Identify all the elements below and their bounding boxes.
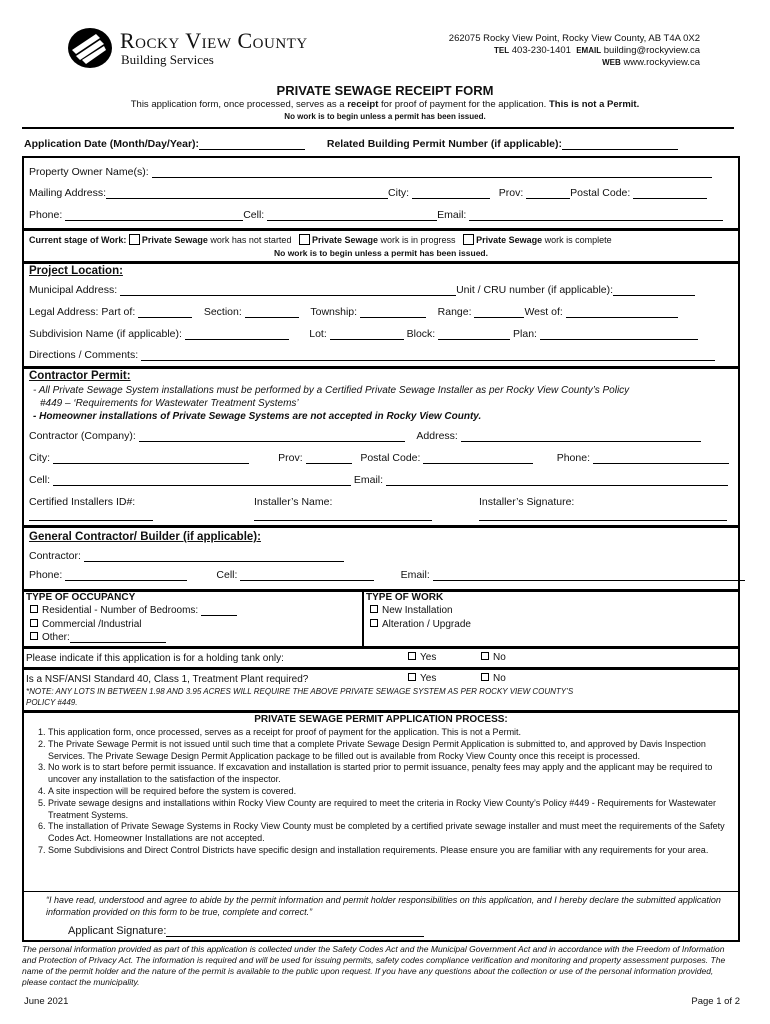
owner-label: Property Owner Name(s): (29, 166, 149, 178)
general-contractor-field[interactable] (84, 551, 344, 562)
residential-checkbox[interactable] (30, 605, 38, 613)
plan-field[interactable] (540, 329, 698, 340)
general-contractor-row (29, 550, 344, 562)
township-label: Township: (310, 306, 358, 318)
directions-label: Directions / Comments: (29, 349, 139, 361)
app-date-field[interactable] (199, 139, 305, 150)
prov-field[interactable] (526, 188, 570, 199)
range-label: Range: (437, 306, 472, 318)
contractor-email-label: Email: (353, 474, 384, 486)
municipal-field[interactable] (120, 285, 456, 296)
subdivision-row (29, 328, 698, 340)
tel-label: TEL (494, 46, 510, 55)
subdivision-field[interactable] (185, 329, 289, 340)
address-label: Address: (416, 430, 458, 442)
new-installation-checkbox[interactable] (370, 605, 378, 613)
phone-label: Phone: (29, 209, 63, 221)
stage-in-progress-checkbox[interactable] (299, 234, 310, 245)
permit-number-field[interactable] (562, 139, 678, 150)
email-field-label: Email: (437, 209, 467, 221)
permit-number-label: Related Building Permit Number (if applicable): (326, 138, 562, 150)
occupancy-opt-residential: Residential - Number of Bedrooms: (30, 605, 237, 616)
nsf-yes-checkbox[interactable] (408, 673, 416, 681)
municipal-row (29, 284, 695, 296)
mailing-field[interactable] (106, 188, 388, 199)
contractor-note-2: #449 – ‘Requirements for Wastewater Treatment Systems’ (40, 398, 299, 409)
phone-field[interactable] (65, 210, 243, 221)
bedrooms-field[interactable] (201, 607, 237, 616)
installer-sig-label: Installer’s Signature: (479, 496, 575, 508)
legal-label: Legal Address: Part of: (29, 306, 136, 318)
installer-name-field[interactable] (254, 520, 432, 521)
block-label: Block: (406, 328, 436, 340)
nsf-no-checkbox[interactable] (481, 673, 489, 681)
web-label: WEB (602, 58, 621, 67)
process-item: 3. No work is to start before permit issuance. If excavation and installation is started prior to permit issuance, penalty fees may apply and the applicant may be required to uncover any installation to the satisfaction of the inspector. (48, 762, 734, 786)
work-opt-alteration: Alteration / Upgrade (370, 619, 471, 630)
process-item: 1. This application form, once processed, serves as a receipt for proof of payment for the application. This is not a Permit. (48, 727, 734, 739)
contractor-prov-field[interactable] (306, 453, 352, 464)
city-field[interactable] (412, 188, 490, 199)
municipal-label: Municipal Address: (29, 284, 118, 296)
phone-row (29, 209, 723, 221)
contractor-phone-label: Phone: (556, 452, 590, 464)
work-opt-new: New Installation (370, 605, 453, 616)
stage-in-progress-label: work is in progress (378, 235, 456, 245)
footer-date: June 2021 (24, 996, 69, 1007)
commercial-checkbox[interactable] (30, 619, 38, 627)
stage-label: Current stage of Work: (29, 235, 127, 245)
contractor-postal-label: Postal Code: (360, 452, 421, 464)
contractor-phone-field[interactable] (593, 453, 729, 464)
lot-field[interactable] (330, 329, 404, 340)
contractor-cell-row (29, 474, 728, 486)
west-label: West of: (524, 306, 563, 318)
part-of-field[interactable] (138, 307, 192, 318)
stage-complete-label: work is complete (542, 235, 612, 245)
postal-field[interactable] (633, 188, 707, 199)
directions-row (29, 349, 715, 361)
declaration-text: “I have read, understood and agree to abide by the permit information and permit holder responsibilities on this application, and I hereby declare the submitted application information provided on this form to be true, complete and correct.” (46, 895, 721, 917)
holding-no: No (481, 652, 506, 663)
occupancy-opt-commercial: Commercial /Industrial (30, 619, 141, 630)
county-logo-icon (66, 26, 114, 70)
app-date-label: Application Date (Month/Day/Year): (24, 138, 200, 150)
general-cell-field[interactable] (240, 570, 374, 581)
other-checkbox[interactable] (30, 632, 38, 640)
general-title: General Contractor/ Builder (if applicable): (29, 531, 261, 543)
postal-label: Postal Code: (570, 187, 631, 199)
process-list (28, 727, 734, 857)
stage-row: Current stage of Work: Private Sewage work has not started Private Sewage work is in progress Private Sewage work is complete (29, 235, 612, 245)
west-field[interactable] (566, 307, 678, 318)
stage-note: No work is to begin unless a permit has been issued. (274, 248, 488, 258)
work-type-title: TYPE OF WORK (366, 592, 444, 603)
cell-field[interactable] (267, 210, 437, 221)
holding-no-checkbox[interactable] (481, 652, 489, 660)
cert-id-label: Certified Installers ID#: (29, 496, 136, 508)
app-date-row (24, 138, 678, 150)
prov-label: Prov: (498, 187, 524, 199)
owner-row (29, 166, 712, 178)
location-title: Project Location: (29, 265, 123, 277)
contractor-postal-field[interactable] (423, 453, 533, 464)
header-address: 262075 Rocky View Point, Rocky View County, AB T4A 0X2 (448, 33, 700, 44)
directions-field[interactable] (141, 350, 715, 361)
alteration-checkbox[interactable] (370, 619, 378, 627)
email-value: building@rockyview.ca (603, 45, 700, 56)
plan-label: Plan: (513, 328, 537, 340)
contractor-city-row (29, 452, 729, 464)
cert-id-field[interactable] (29, 520, 153, 521)
holding-label: Please indicate if this application is for a holding tank only: (26, 653, 284, 664)
legal-row (29, 306, 678, 318)
contractor-city-field[interactable] (53, 453, 249, 464)
applicant-sig-field[interactable] (166, 926, 424, 937)
declaration-divider (22, 891, 740, 892)
intro-no-work: No work is to begin unless a permit has been issued. (284, 112, 486, 121)
stage-not-started-checkbox[interactable] (129, 234, 140, 245)
footer-page: Page 1 of 2 (691, 996, 740, 1007)
intro-text: This application form, once processed, serves as a receipt for proof of payment for the application. This is not a Permit. (130, 99, 640, 110)
township-field[interactable] (360, 307, 426, 318)
applicant-sig-row (68, 925, 424, 937)
email-field[interactable] (469, 210, 723, 221)
page-title: PRIVATE SEWAGE RECEIPT FORM (276, 83, 494, 98)
mailing-label: Mailing Address: (29, 187, 107, 199)
unit-field[interactable] (613, 285, 695, 296)
lot-label: Lot: (309, 328, 327, 340)
email-label: EMAIL (576, 46, 602, 55)
address-field[interactable] (461, 431, 701, 442)
installer-name-label: Installer’s Name: (254, 496, 333, 508)
contractor-city-label: City: (29, 452, 50, 464)
stage-complete-checkbox[interactable] (463, 234, 474, 245)
county-logo (66, 24, 366, 72)
general-email-label: Email: (400, 569, 430, 581)
section-label: Section: (203, 306, 242, 318)
nsf-no: No (481, 673, 506, 684)
company-label: Contractor (Company): (29, 430, 136, 442)
nsf-yes: Yes (408, 673, 436, 684)
process-item: 7. Some Subdivisions and Direct Control Districts have specific design and installation requirements. Please ensure you are familiar with any requirements for your area. (48, 845, 734, 857)
unit-label: Unit / CRU number (if applicable): (456, 284, 614, 296)
general-cell-label: Cell: (216, 569, 238, 581)
general-email-field[interactable] (433, 570, 745, 581)
stage-not-started-label: work has not started (207, 235, 292, 245)
occupancy-title: TYPE OF OCCUPANCY (26, 592, 136, 603)
applicant-sig-label: Applicant Signature: (68, 925, 167, 937)
nsf-note-2: POLICY #449. (26, 698, 78, 707)
mailing-row (29, 187, 707, 199)
block-field[interactable] (438, 329, 510, 340)
contractor-email-field[interactable] (386, 475, 728, 486)
nsf-label: Is a NSF/ANSI Standard 40, Class 1, Treatment Plant required? (26, 674, 309, 685)
org-sub: Building Services (121, 52, 214, 67)
contractor-prov-label: Prov: (278, 452, 303, 464)
process-item: 5. Private sewage designs and installations within Rocky View County are required to meet the criteria in Rocky View County’s Policy #449 - Requirements for Wastewater Treatment Systems. (48, 798, 734, 822)
holding-yes: Yes (408, 652, 436, 663)
process-item: 2. The Private Sewage Permit is not issued until such time that a complete Private Sewage Design Permit Application is submitted to, and approved by Davis Inspection Services. The Private Sewage Design Permit Application package to be filled out is available from Rocky View County once this receipt is processed. (48, 739, 734, 763)
company-field[interactable] (139, 431, 405, 442)
contractor-cell-field[interactable] (53, 475, 351, 486)
contractor-note-1: - All Private Sewage System installations must be performed by a Certified Private Sewage Installer as per Rocky View County’s Policy (33, 385, 630, 396)
range-field[interactable] (474, 307, 524, 318)
installer-sig-field[interactable] (479, 520, 727, 521)
contractor-note-3: - Homeowner installations of Private Sewage Systems are not accepted in Rocky View County. (33, 411, 482, 422)
process-item: 6. The installation of Private Sewage Systems in Rocky View County must be completed by a certified private sewage installer and must meet the requirements of the Safety Codes Act. Homeowner Installations are not accepted. (48, 821, 734, 845)
tel-value: 403-230-1401 (511, 45, 571, 56)
owner-field[interactable] (152, 167, 712, 178)
general-phone-label: Phone: (29, 569, 63, 581)
general-phone-row (29, 569, 745, 581)
subdivision-label: Subdivision Name (if applicable): (29, 328, 182, 340)
cell-label: Cell: (243, 209, 265, 221)
holding-yes-checkbox[interactable] (408, 652, 416, 660)
other-field[interactable] (70, 634, 166, 643)
contractor-title: Contractor Permit: (29, 370, 131, 382)
nsf-note: *NOTE: ANY LOTS IN BETWEEN 1.98 AND 3.95 ACRES WILL REQUIRE THE ABOVE PRIVATE SEWAGE SYSTEM AS PER ROCKY VIEW COUNTY’S (26, 687, 574, 696)
divider (22, 127, 734, 129)
process-item: 4. A site inspection will be required before the system is covered. (48, 786, 734, 798)
company-row (29, 430, 701, 442)
org-name: Rocky View County (120, 28, 308, 53)
general-contractor-label: Contractor: (29, 550, 81, 562)
section-field[interactable] (245, 307, 299, 318)
privacy-text: The personal information provided as part of this application is collected under the Safety Codes Act and the Municipal Government Act and in accordance with the Freedom of Information and Protection of Privacy Act. The information is required and will be used for issuing permits, safety codes compliance verification and monitoring and property assessment purposes. The name of the permit holder and the nature of the permit is available to the public upon request. If you have any questions about the collection or use of the personal information provided, please contact the municipality. (22, 944, 726, 987)
general-phone-field[interactable] (65, 570, 187, 581)
contractor-cell-label: Cell: (29, 474, 51, 486)
occupancy-opt-other: Other: (30, 632, 166, 643)
web-value: www.rockyview.ca (623, 57, 700, 68)
city-label: City: (388, 187, 410, 199)
header-contact (449, 33, 700, 69)
process-title: PRIVATE SEWAGE PERMIT APPLICATION PROCESS: (254, 714, 508, 725)
